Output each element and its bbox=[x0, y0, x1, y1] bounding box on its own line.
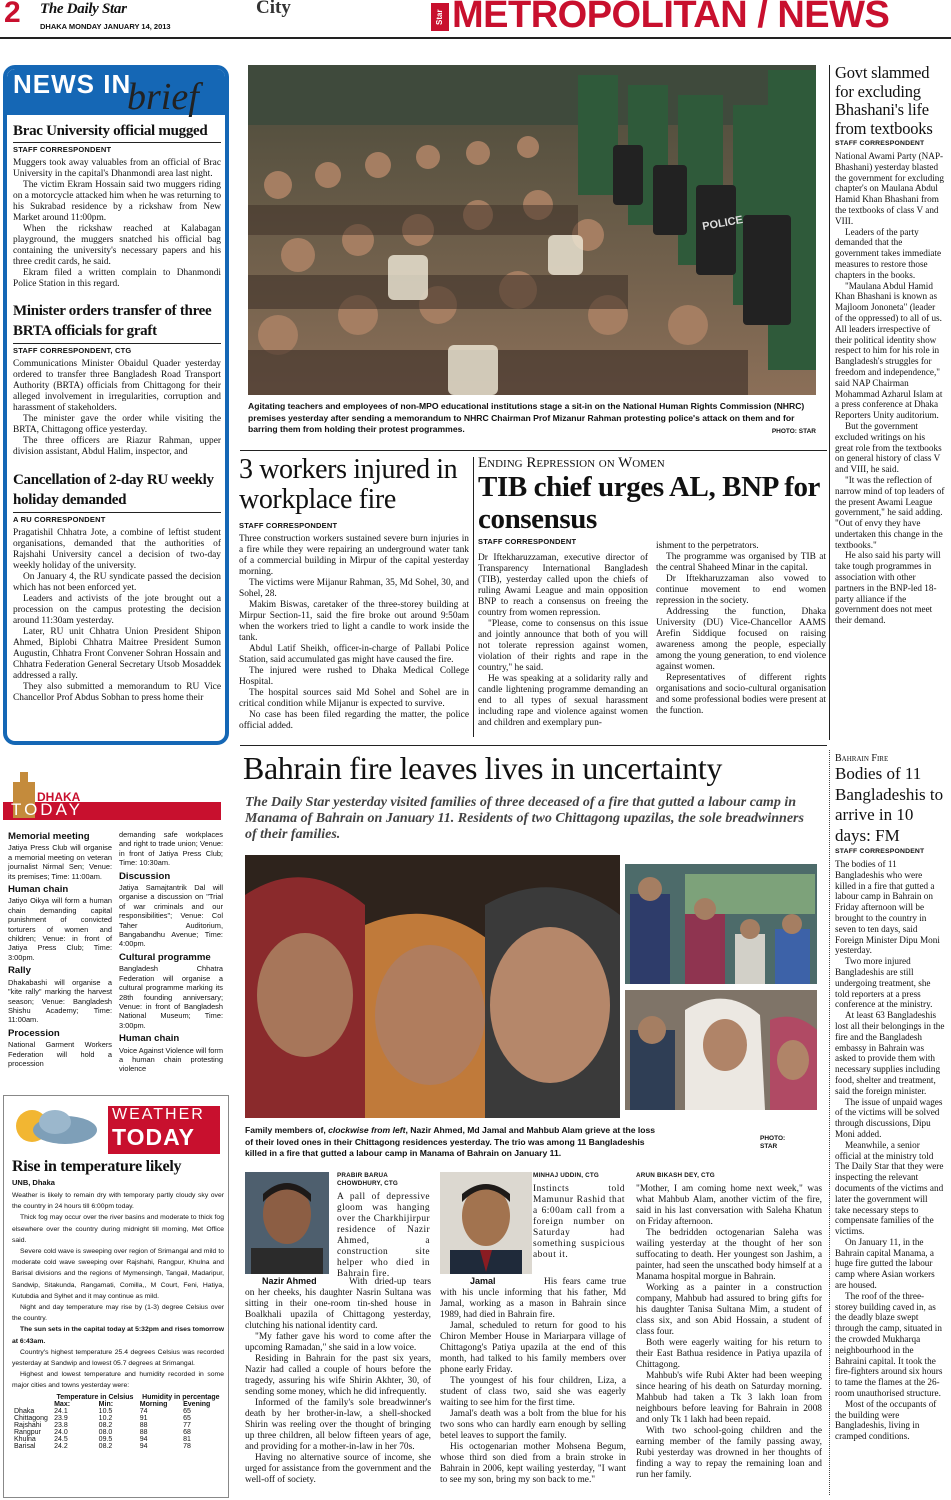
paragraph: His octogenarian mother Mohsena Begum, whose third son died from a brain stroke in Bahrain in 2006, kept wailing yesterday, "I want to see my son, bring my son back to me." bbox=[440, 1442, 626, 1485]
tib-kicker: Ending Repression on Women bbox=[478, 455, 665, 471]
bahrain-photo-caption bbox=[245, 1125, 665, 1160]
table-row bbox=[12, 1415, 224, 1422]
paragraph: Mahbub's wife Rubi Akter had been weeping since hearing of his death on Saturday morning. Mahbub had taken a Tk 3 lakh loan from neighbours before leaving for Bahrain in 2008 and only Tk 1 lakh had been repaid. bbox=[636, 1371, 822, 1425]
govt-body bbox=[835, 151, 945, 626]
event-item bbox=[119, 1034, 223, 1074]
section-label: City bbox=[256, 0, 291, 18]
cell: 23.9 bbox=[54, 1414, 68, 1422]
paragraph: Three construction workers sustained severe burn injuries in a fire while they were repairing an underground water tank of a commercial building in Mirpur of the capital yesterday morning. bbox=[239, 534, 469, 577]
right-column-rule bbox=[829, 65, 830, 740]
paragraph: ishment to the perpetrators. bbox=[656, 541, 759, 551]
paragraph: Communications Minister Obaidul Quader yesterday ordered to transfer three Bangladesh Road Transport Authority (BRTA) officials from Chittagong for their alleged involvement in irregularities, corruption and harassment of stakeholders. bbox=[13, 359, 221, 413]
top-photo bbox=[248, 65, 816, 395]
shield-text: POLICE bbox=[701, 214, 744, 233]
cell: 23.8 bbox=[54, 1421, 68, 1429]
portrait-nazir bbox=[245, 1172, 329, 1274]
tib-byline: STAFF CORRESPONDENT bbox=[478, 537, 577, 546]
brief-story-2 bbox=[13, 301, 221, 458]
govt-story bbox=[835, 64, 945, 626]
paragraph: Makim Biswas, caretaker of the three-storey building at Mirpur Section-11, said the fire broke out around 9:50am when the workers tried to light a candle to work inside the tank. bbox=[239, 600, 469, 643]
protest-photo-illustration bbox=[248, 65, 816, 395]
dhaka-title-b: TODAY bbox=[11, 800, 83, 819]
weather-headline: Rise in temperature likely bbox=[12, 1158, 182, 1175]
bodies-byline: STAFF CORRESPONDENT bbox=[835, 848, 925, 855]
event-head: Cultural programme bbox=[119, 951, 211, 963]
cell: 24.2 bbox=[54, 1442, 68, 1450]
bahrain-photo-credit: PHOTO: STAR bbox=[760, 1135, 786, 1150]
tib-col-2 bbox=[656, 541, 826, 717]
paragraph: "Mother, I am coming home next week," was what Mahbub Alam, another victim of the fire, said in his last conversation with Saleha Khatun on Friday afternoon. bbox=[636, 1184, 822, 1227]
paragraph: The sun sets in the capital today at 5:32pm and rises tomorrow at 6:43am. bbox=[12, 1326, 224, 1345]
govt-headline: Govt slammed for excluding Bhashani's life from textbooks bbox=[835, 63, 933, 138]
section-title: METROPOLITAN / NEWS bbox=[452, 0, 890, 36]
table-row bbox=[12, 1408, 224, 1415]
paragraph: The youngest of his four children, Liza, a student of class two, said she was eagerly waiting to see him for the first time. bbox=[440, 1376, 626, 1408]
bahrain-deck: The Daily Star yesterday visited families of three deceased of a fire that gutted a labour camp in Manama of Bahrain on January 11. Residents of two Chittagong upazilas, the sole breadwinners of their families. bbox=[245, 795, 804, 842]
tib-col-1 bbox=[478, 553, 648, 729]
column-header: Min: bbox=[98, 1400, 114, 1408]
brief-byline: STAFF CORRESPONDENT bbox=[13, 142, 221, 154]
event-item bbox=[8, 885, 112, 962]
grieving-women-illustration bbox=[245, 855, 620, 1118]
paragraph: The programme was organised by TIB at the central Shaheed Minar in the capital. bbox=[656, 552, 826, 573]
portrait-jamal bbox=[440, 1172, 532, 1274]
bodies-story bbox=[835, 753, 945, 1442]
cell: 10.5 bbox=[98, 1407, 113, 1415]
paragraph: Representatives of different rights organisations and socio-cultural organisation and some professional bodies were present at the function. bbox=[656, 673, 826, 716]
paragraph: Residing in Bahrain for the past six years, Nazir had called a couple of hours before the tragedy, assuring his wife Shirin Akhter, 30, of sending some money, which he did infrequently. bbox=[245, 1354, 431, 1397]
paragraph: Jamal, scheduled to return for good to his Chiron Member House in Mariarpara village of Chittagong's Patiya upazila at the end of this month, had talked to his family members over phone early Friday. bbox=[440, 1321, 626, 1375]
dhaka-col-2 bbox=[119, 830, 223, 1074]
paragraph: Highest and lowest temperature and humidity recorded in some major cities and towns yesterday were: bbox=[12, 1371, 224, 1390]
paragraph: His fears came true with his uncle informing that his father, Md Jamal, working as a mason in Bahrain since 1989, had died in Bahrain fire. bbox=[440, 1277, 626, 1320]
paragraph: Severe cold wave is sweeping over region of Srimangal and mild to moderate cold wave sweeping over Rajshahi, Rangpur, Khulna and Barisal divisions and the regions of Mymensingh, Tangail, Madaripur, Sandwip, Sitakunda, Rangamati, Comilla,, M Court, Feni, Hatiya, Kutubdia and Sylhet and it may continue as mild. bbox=[12, 1248, 224, 1300]
portrait-name: Jamal bbox=[470, 1276, 496, 1286]
paragraph: No case has been filed regarding the matter, the police official added. bbox=[239, 710, 469, 731]
tib-story bbox=[478, 455, 826, 728]
event-item bbox=[8, 966, 112, 1024]
cell: 78 bbox=[183, 1442, 191, 1450]
event-text: National Garment Workers Federation will hold a procession bbox=[8, 1040, 112, 1068]
event-text: Jatiya Press Club will organise a memorial meeting on veteran journalist Nirmal Sen; Venue: its premises; Time: 11:00am. bbox=[8, 843, 112, 881]
brief-headline: Brac University official mugged bbox=[13, 123, 208, 139]
paragraph: The victim Ekram Hossain said two muggers riding on a motorcycle attacked him when he was returning to his Sukrabad residence by a rickshaw from New Market around 11:00pm. bbox=[13, 180, 222, 223]
paragraph: Two more injured Bangladeshis are still undergoing treatment, she told reporters at a press conference at the ministry. bbox=[835, 956, 933, 1010]
brief-heading-b: brief bbox=[127, 76, 199, 118]
dhaka-col-1 bbox=[8, 828, 112, 1068]
column-header: Evening bbox=[183, 1400, 211, 1408]
weather-title-a: WEATHER bbox=[112, 1106, 205, 1123]
cell: Dhaka bbox=[14, 1407, 35, 1415]
caption-part: , Nazir Ahmed, Md Jamal and Mahbub Alam grieve at the loss of their loved ones in their Chittagong residences yesterday. The trio was among 11 Bangladeshis killed in a fire that gutted a labour camp in Manama of Bahrain on January 11. bbox=[245, 1125, 656, 1158]
table-group-temp: Temperature in Celsius bbox=[56, 1393, 134, 1401]
paragraph: The victims were Mijanur Rahman, 35, Md Sohel, 30, and Sohel, 28. bbox=[239, 578, 469, 599]
govt-byline: STAFF CORRESPONDENT bbox=[835, 140, 925, 147]
bodies-kicker: Bahrain Fire bbox=[835, 753, 889, 764]
cell: 94 bbox=[139, 1435, 148, 1443]
paragraph: When the rickshaw reached at Kalabagan playground, the muggers snatched his official bag containing the university's necessary papers and his three credit cards, he said. bbox=[13, 224, 221, 267]
cell: 74 bbox=[139, 1407, 148, 1415]
bahrain-byline: ARUN BIKASH DEY, CTG bbox=[636, 1172, 715, 1179]
table-row bbox=[12, 1422, 224, 1429]
dateline: DHAKA MONDAY JANUARY 14, 2013 bbox=[40, 22, 171, 31]
cell: Barisal bbox=[14, 1442, 36, 1450]
event-item bbox=[8, 1029, 112, 1069]
event-head: Human chain bbox=[8, 884, 69, 896]
event-text: Dhakabashi will organise a "kite rally" marking the harvest season; Venue: Bangladesh Shishu Academy; Time: 11:00am. bbox=[8, 977, 112, 1025]
paragraph: Both were eagerly waiting for his return to their East Bathua residence in Patiya upazila of Chittagong. bbox=[636, 1338, 822, 1370]
cell: 77 bbox=[183, 1421, 191, 1429]
event-head: Discussion bbox=[119, 870, 171, 882]
event-text: Voice Against Violence will form a human chain protesting violence bbox=[119, 1045, 223, 1074]
paragraph: Having no alternative source of income, she urged for assistance from the government and the well-off of society. bbox=[245, 1453, 431, 1485]
tib-headline: TIB chief urges AL, BNP for consensus bbox=[478, 471, 820, 535]
cell: 65 bbox=[183, 1414, 191, 1422]
cell: 94 bbox=[139, 1442, 148, 1450]
paragraph: At least 63 Bangladeshis lost all their belongings in the fire and the Bangladesh embassy in Bahrain was asked to provide them with necessary supplies including food, shelter and treatment, said the foreign minister. bbox=[835, 1010, 945, 1096]
dhaka-title-a: DHAKA bbox=[37, 790, 81, 804]
weather-title-b: TODAY bbox=[112, 1124, 195, 1150]
bahrain-col-1-body bbox=[245, 1277, 431, 1486]
masthead: The Daily Star bbox=[40, 1, 127, 17]
paragraph: "Maulana Abdul Hamid Khan Bhashani is known as Majloom Jononeta" (leader of the oppressed) to all of us. All leaders irrespective of their political identity show respect to him for his role in Bangladesh's struggles for freedom and independence," said NAP Chairman Mohammad Azharul Islam at a press conference at Dhaka Reporters Unity auditorium. bbox=[835, 280, 943, 421]
cell: Khulna bbox=[14, 1435, 36, 1443]
brief-headline: Minister orders transfer of three BRTA officials for graft bbox=[13, 303, 212, 339]
table-row bbox=[12, 1429, 224, 1436]
cell: Chittagong bbox=[14, 1414, 48, 1422]
dhaka-today-box bbox=[3, 762, 229, 1074]
portrait-illustration bbox=[245, 1172, 329, 1274]
brief-heading-a: NEWS IN bbox=[13, 69, 132, 99]
cloud-sun-icon bbox=[10, 1104, 102, 1154]
bahrain-col-2-body bbox=[440, 1277, 626, 1486]
paragraph: He also said his party will take tough programmes in association with other partners in the BNP-led 18-party alliance if the government does not meet their demand. bbox=[835, 550, 941, 626]
cell: 81 bbox=[183, 1435, 191, 1443]
fire-headline: 3 workers injured in workplace fire bbox=[239, 454, 458, 515]
cell: 65 bbox=[183, 1407, 191, 1415]
bahrain-byline: MINHAJ UDDIN, CTG bbox=[533, 1172, 600, 1179]
caption-part: Family members of, bbox=[245, 1125, 329, 1135]
brief-byline: STAFF CORRESPONDENT, CTG bbox=[13, 343, 221, 355]
brief-story-3 bbox=[13, 470, 221, 704]
paragraph: Informed of the family's sole breadwinner's death by her brother-in-law, a shell-shocked Shirin was reeling over the thought of bringing up three children, all below fifteen years of age, and providing for a mother-in-law in her 70s. bbox=[245, 1398, 431, 1452]
event-head: Human chain bbox=[119, 1033, 180, 1045]
fire-story bbox=[239, 455, 469, 732]
event-text: Bangladesh Chhatra Federation will organise a cultural programme marking its 28th founding anniversary; Venue: in front of Bangladesh National Museum; Time: 3:00pm. bbox=[119, 964, 223, 1030]
event-item bbox=[119, 953, 223, 1030]
paragraph: They also submitted a memorandum to RU Vice Chancellor Prof Abdus Sobhan to press home their bbox=[13, 682, 221, 703]
paragraph: The three officers are Riazur Rahman, upper division assistant, Abdul Halim, inspector, and bbox=[13, 436, 221, 457]
family-illustration bbox=[625, 864, 817, 984]
rule-below-top-photo bbox=[240, 450, 827, 451]
bodies-body bbox=[835, 859, 945, 1442]
paragraph: Jamal's death was a bolt from the blue for his two sons who can hardly earn enough by selling betel leaves to support the family. bbox=[440, 1409, 626, 1441]
cell: 08.0 bbox=[98, 1428, 113, 1436]
portrait-name: Nazir Ahmed bbox=[262, 1276, 317, 1286]
dotted-column-rule bbox=[829, 750, 830, 1495]
table-row bbox=[12, 1436, 224, 1443]
caption-text: Agitating teachers and employees of non-MPO educational institutions stage a sit-in on the National Human Rights Commission (NHRC) premises yesterday after sending a memorandum to NHRC Chairman Prof Mizanur Rahman protesting police's attack on them and for barring them from holding their protest programmes. bbox=[248, 401, 805, 434]
bahrain-col-3 bbox=[636, 1172, 822, 1481]
cell: 08.2 bbox=[98, 1421, 113, 1429]
bahrain-headline: Bahrain fire leaves lives in uncertainty bbox=[243, 750, 722, 786]
brief-headline: Cancellation of 2-day RU weekly holiday demanded bbox=[13, 472, 214, 508]
cell: 24.0 bbox=[54, 1428, 68, 1436]
cell: 68 bbox=[183, 1428, 191, 1436]
paragraph: Working as a painter in a construction company, Mahbub had assured to bring gifts for his daughter Tanisa Sultana Mim, a student of class six, and son Abid Hossain, a student of class four. bbox=[636, 1283, 822, 1337]
bahrain-col-2 bbox=[533, 1172, 625, 1261]
bahrain-lead-2: Instincts told Mamunur Rashid that a 6:00am call from a foreign number on Saturday had something suspicious about it. bbox=[533, 1184, 625, 1260]
column-rule bbox=[473, 457, 474, 737]
table-group-header bbox=[12, 1394, 224, 1401]
cell: 09.5 bbox=[98, 1435, 113, 1443]
photo-credit: PHOTO: STAR bbox=[771, 428, 816, 435]
paragraph: Weather is likely to remain dry with temporary partly cloudy sky over the country in 24 hours till 6:00pm today. bbox=[12, 1192, 224, 1211]
weather-body bbox=[12, 1190, 224, 1392]
paragraph: The minister gave the order while visiting the BRTA, Chittagong office yesterday. bbox=[13, 414, 221, 435]
paragraph: The issue of unpaid wages of the victims will be solved through discussions, Dipu Moni added. bbox=[835, 1096, 943, 1139]
cell: 91 bbox=[139, 1414, 148, 1422]
bodies-headline: Bodies of 11 Bangladeshis to arrive in 10 days: FM bbox=[835, 764, 944, 845]
event-text: Jatiya Samajtantrik Dal will organise a discussion on "Trial of war criminals and our responsibilities"; Venue: Col Taher Auditorium, Bangabandhu Avenue; Time: 4:00pm. bbox=[119, 883, 223, 949]
paragraph: On January 11, in the Bahrain capital Manama, a huge fire gutted the labour camp where Asian workers are housed. bbox=[835, 1236, 935, 1291]
caption-emphasis: clockwise from left bbox=[328, 1125, 406, 1135]
weather-table bbox=[12, 1394, 224, 1450]
paragraph: Leaders and activists of the jote brought out a procession on the campus protesting the decision around 11:30am yesterday. bbox=[13, 594, 221, 626]
paragraph: Ekram filed a written complain to Dhanmondi Police Station in this regard. bbox=[13, 268, 221, 289]
table-group-humidity: Humidity in percentage bbox=[142, 1393, 220, 1401]
paragraph: "Please, come to consensus on this issue and jointly announce that both of you will not tolerate repression against women, violation of their rights and rape in the country," he said. bbox=[478, 619, 648, 673]
paragraph: The bodies of 11 Bangladeshis who were killed in a fire that gutted a labour camp in Bahrain on Friday afternoon will be brought to the country in seven to ten days, said Foreign Minister Dipu Moni yesterday. bbox=[835, 859, 940, 956]
column-header bbox=[12, 1401, 52, 1408]
bahrain-main-photo bbox=[245, 855, 620, 1118]
brief-body bbox=[13, 158, 221, 290]
paragraph: "It was the reflection of narrow mind of top leaders of the present Awami League government," he said adding. "Out of envy they have undertaken this change in the textbooks." bbox=[835, 474, 945, 550]
table-row bbox=[12, 1443, 224, 1450]
fire-body bbox=[239, 534, 469, 732]
paragraph: Meanwhile, a senior official at the ministry told The Daily Star that they were inspecting the relevant documents of the victims and later the government will take necessary steps to compensate families of the victims. bbox=[835, 1139, 944, 1237]
paragraph: Country's highest temperature 25.4 degrees Celsius was recorded yesterday at Sandwip and lowest 05.7 degrees at Srimangal. bbox=[12, 1348, 224, 1368]
table-header bbox=[12, 1401, 224, 1408]
paragraph: On January 4, the RU syndicate passed the decision which has not been enforced yet. bbox=[13, 572, 221, 593]
brief-byline: A RU CORRESPONDENT bbox=[13, 512, 221, 524]
paragraph: Abdul Latif Sheikh, officer-in-charge of Pallabi Police Station, said accumulated gas might have caused the fire. bbox=[239, 644, 469, 665]
bahrain-mourners-photo bbox=[625, 990, 817, 1110]
paragraph: The bedridden octogenarian Saleha was wailing yesterday at the thought of her son suffocating to death. Her youngest son Jashim, a painter, had seen the unscathed body himself at a Manama hospital morgue in Bahrain. bbox=[636, 1228, 822, 1282]
column-header: Max: bbox=[54, 1400, 71, 1408]
event-text: demanding safe workplaces and right to trade union; Venue: in front of Jatiya Press Club; Time: 10:30am. bbox=[119, 830, 223, 868]
event-item bbox=[8, 832, 112, 881]
bahrain-byline: PRABIR BARUA CHOWDHURY, CTG bbox=[337, 1172, 398, 1187]
bahrain-col-1 bbox=[337, 1172, 430, 1280]
rule-above-bahrain bbox=[240, 745, 827, 746]
paragraph: The hospital sources said Md Sohel and Sohel are in critical condition while Mijanur is expected to survive. bbox=[239, 688, 469, 709]
header-rule bbox=[0, 37, 951, 39]
paragraph: Dr Iftekharuzzaman, executive director of Transparency International Bangladesh (TIB), yesterday called upon the chiefs of ruling Awami League and main opposition BNP to reach a consensus on freeing the country from women repression. bbox=[478, 553, 648, 618]
weather-box bbox=[3, 1095, 229, 1498]
cell: 10.2 bbox=[98, 1414, 113, 1422]
fire-byline: STAFF CORRESPONDENT bbox=[239, 521, 338, 530]
paragraph: Pragatishil Chhatra Jote, a combine of leftist student organisations, demanded that the authorities of Rajshahi University cancel a decision of two-day weekly holiday of the university. bbox=[13, 528, 221, 571]
paragraph: Later, RU unit Chhatra Union President Shipon Ahmed, Biplobi Chhatra Maitree President Sumon Augustin, Chhatra Front Convener Sohran Hossain and Chhatra Federation General Secretary Utsob Mosaddek addressed a rally. bbox=[13, 627, 222, 681]
paragraph: Thick fog may occur over the river basins and moderate to thick fog elsewhere over the country during midnight till morning, Met Office said. bbox=[12, 1214, 224, 1244]
paragraph: Muggers took away valuables from an official of Brac University in the capital's Dhanmondi area last night. bbox=[13, 158, 221, 179]
event-head: Rally bbox=[8, 965, 31, 977]
news-in-brief-box bbox=[3, 65, 229, 745]
cell: 88 bbox=[139, 1428, 148, 1436]
paragraph: With dried-up tears on her cheeks, his daughter Nasrin Sultana was sitting in their one-room tin-shed house in Boalkhali upazila of Chittagong yesterday, clutching his national identity card. bbox=[245, 1277, 431, 1331]
page-header bbox=[0, 0, 951, 40]
star-label: Star bbox=[431, 3, 449, 31]
cell: 24.1 bbox=[54, 1407, 68, 1415]
event-text: Jatiyo Oikya will form a human chain demanding capital punishment of convicted torturers of women and children; Venue: in front of Jatiya Press Club; Time: 3:00pm. bbox=[8, 896, 112, 962]
event-head: Memorial meeting bbox=[8, 831, 90, 842]
brief-stories bbox=[13, 123, 221, 704]
cell: Rangpur bbox=[14, 1428, 41, 1436]
paragraph: The roof of the three-storey building caved in, as the deadly blaze swept through the camp, situated in the crowded Mukharqa neighbourhood in the Bahraini capital. It took the fire-fighters around six hours to tame the flames at the 26-room unauthorised structure. bbox=[835, 1290, 943, 1399]
brief-story-1 bbox=[13, 123, 221, 290]
weather-content bbox=[12, 1158, 224, 1450]
brief-body bbox=[13, 528, 221, 704]
cell: 24.5 bbox=[54, 1435, 68, 1443]
paragraph: Night and day temperature may rise by (1-3) degree Celsius over the country. bbox=[12, 1304, 224, 1323]
cell: 88 bbox=[139, 1421, 148, 1429]
page-number: 2 bbox=[4, 0, 21, 29]
paragraph: He was speaking at a solidarity rally and candle lightening programme demanding an end to all types of sexual harassment including rape and violence against women and children and exemplary pun- bbox=[478, 674, 648, 728]
cell: Rajshahi bbox=[14, 1421, 42, 1429]
paragraph: Leaders of the party demanded that the government takes immediate measures to restore those chapters in the books. bbox=[835, 226, 942, 280]
paragraph: "My father gave his word to come after the upcoming Ramadan," she said in a low voice. bbox=[245, 1332, 431, 1353]
event-item bbox=[119, 830, 223, 868]
paragraph: Dr Iftekharuzzaman also vowed to continue movement to end women repression in the society. bbox=[656, 574, 826, 606]
bahrain-family-photo bbox=[625, 864, 817, 984]
cell: 08.2 bbox=[98, 1442, 113, 1450]
brief-body bbox=[13, 359, 221, 458]
paragraph: The injured were rushed to Dhaka Medical College Hospital. bbox=[239, 666, 469, 687]
paragraph: But the government excluded writings on his great role from the textbooks on general history of class V and VIII, he said. bbox=[835, 420, 942, 475]
weather-byline: UNB, Dhaka bbox=[12, 1178, 55, 1187]
paragraph: With two school-going children and the earning member of the family passing away, Rubi yesterday was drowned in her thoughts of finding a way to repay the remaining loan and run her family. bbox=[636, 1426, 822, 1480]
mourners-illustration bbox=[625, 990, 817, 1110]
paragraph: Addressing the function, Dhaka University (DU) Vice-Chancellor AAMS Arefin Siddique focused on raising awareness among the people, especially among the young generation, to end violence against women. bbox=[656, 607, 826, 672]
paragraph: Most of the occupants of the building were Bangladeshis, living in cramped conditions. bbox=[835, 1398, 937, 1442]
event-head: Procession bbox=[8, 1027, 60, 1039]
event-item bbox=[119, 872, 223, 949]
portrait-illustration bbox=[440, 1172, 532, 1274]
bahrain-lead-1: A pall of depressive gloom was hanging over the Charkhijirpur residence of Nazir Ahmed, a construction site helper who died in Bahrain fire. bbox=[337, 1192, 430, 1279]
bahrain-col-3-body bbox=[636, 1184, 822, 1481]
paragraph: National Awami Party (NAP-Bhashani) yesterday blasted the government for excluding chapter's on Maulana Abdul Hamid Khan Bhashani from the textbooks of class V and VIII. bbox=[835, 151, 944, 226]
top-photo-caption bbox=[248, 401, 816, 438]
column-header: Morning bbox=[139, 1400, 168, 1408]
